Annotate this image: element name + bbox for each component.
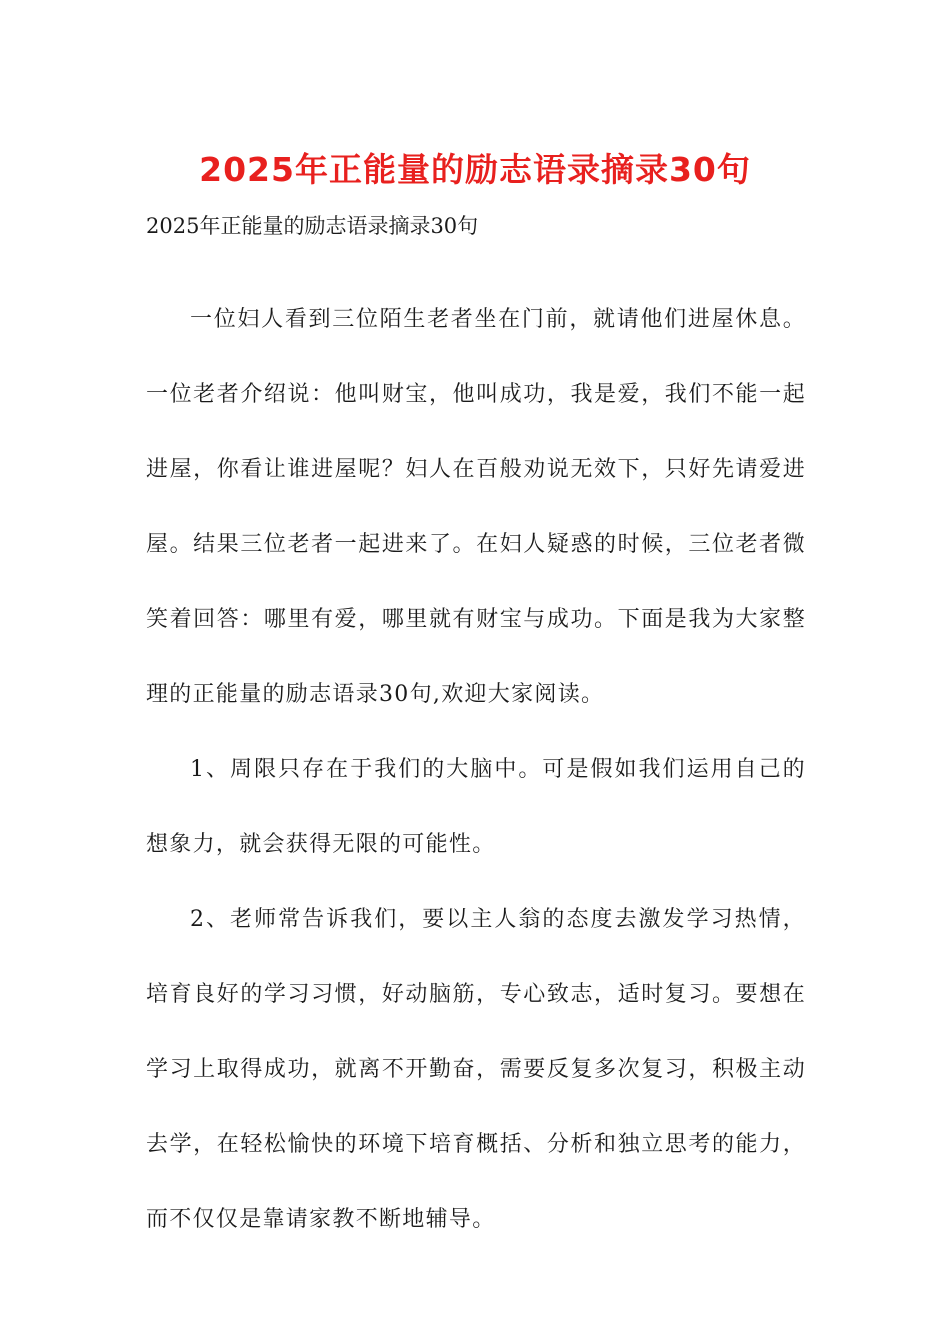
document-body [146,282,806,1257]
document-title: 2025年正能量的励志语录摘录30句 [199,150,751,189]
paragraph-intro: 一位妇人看到三位陌生老者坐在门前，就请他们进屋休息。一位老者介绍说：他叫财宝，他叫成功，我是爱，我们不能一起进屋，你看让谁进屋呢？妇人在百般劝说无效下，只好先请爱进屋。结果三位老者一起进来了。在妇人疑惑的时候，三位老者微笑着回答：哪里有爱，哪里就有财宝与成功。下面是我为大家整理的正能量的励志语录30句,欢迎大家阅读。 [146,307,806,707]
paragraph-quote-2: 2、老师常告诉我们，要以主人翁的态度去激发学习热情，培育良好的学习习惯，好动脑筋，专心致志，适时复习。要想在学习上取得成功，就离不开勤奋，需要反复多次复习，积极主动去学，在轻松愉快的环境下培育概括、分析和独立思考的能力，而不仅仅是靠请家教不断地辅导。 [146,907,806,1232]
document-subtitle: 2025年正能量的励志语录摘录30句 [146,214,479,238]
paragraph-quote-1: 1、周限只存在于我们的大脑中。可是假如我们运用自己的想象力，就会获得无限的可能性。 [146,757,806,857]
